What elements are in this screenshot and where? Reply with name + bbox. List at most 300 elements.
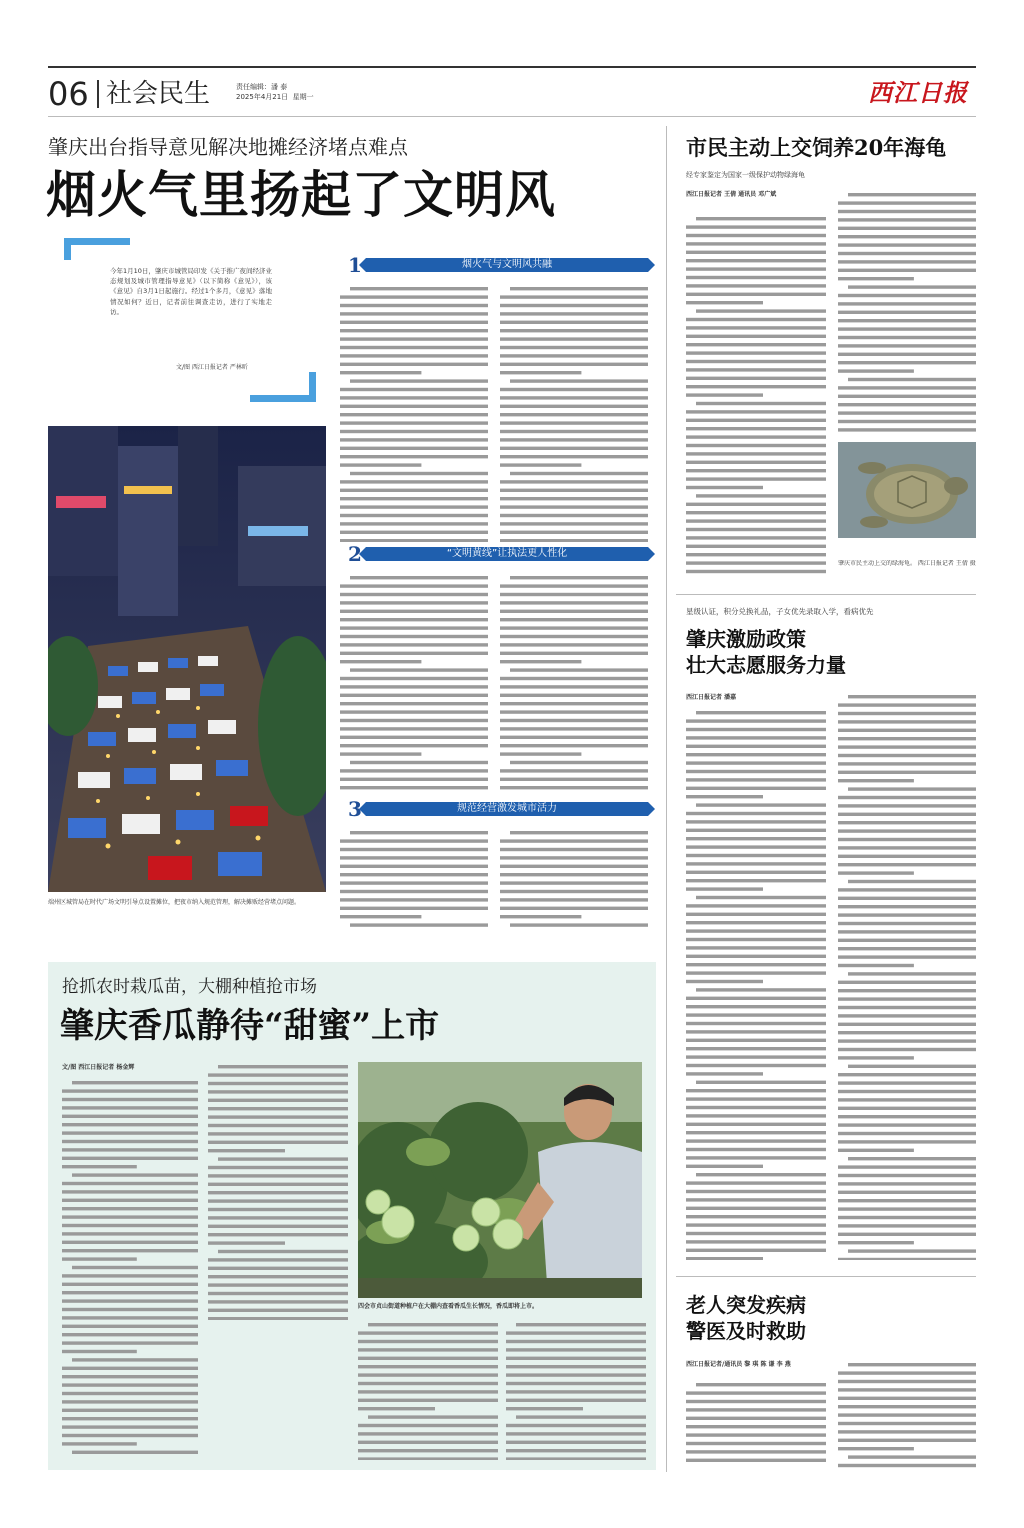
text-line [838, 1191, 976, 1194]
text-line [686, 879, 826, 882]
melon-text-col3 [358, 1320, 498, 1460]
text-line [340, 505, 488, 508]
text-line [62, 1291, 198, 1294]
text-line [686, 1131, 826, 1134]
lead-text-s2-col2 [500, 573, 648, 791]
text-line [368, 1323, 498, 1326]
text-line [208, 1300, 348, 1303]
text-line [218, 1250, 348, 1253]
text-line [72, 1081, 198, 1084]
text-line [510, 923, 648, 926]
text-line [686, 545, 826, 548]
text-line [686, 1400, 826, 1403]
text-line [62, 1115, 198, 1118]
text-line [686, 812, 826, 815]
text-line [62, 1367, 198, 1370]
text-line [838, 1149, 914, 1152]
text-line [340, 321, 488, 324]
text-line [838, 227, 976, 230]
text-line [686, 1139, 826, 1142]
lead-intro: 今年1月10日，肇庆市城管局印发《关于推广夜间经济业态规划及城市管理指导意见》（以下简称《意见》），该《意见》自3月1日起施行。经过1个多月，《意见》落地情况如何？近日，记者前往调查走访，进行了实地走访。 [110, 267, 272, 316]
text-line [848, 378, 976, 381]
text-line [510, 761, 648, 764]
melon-text-col1 [62, 1078, 198, 1460]
text-line [696, 711, 826, 714]
lead-kicker: 肇庆出台指导意见解决地摊经济堵点难点 [48, 135, 408, 159]
text-line [340, 660, 421, 663]
text-line [838, 344, 976, 347]
text-line [686, 1425, 826, 1428]
text-line [686, 1408, 826, 1411]
lead-text-s3-col1 [340, 828, 488, 928]
text-line [838, 729, 976, 732]
text-line [696, 988, 826, 991]
text-line [358, 1365, 498, 1368]
text-line [510, 576, 648, 579]
text-line [686, 1450, 826, 1453]
text-line [686, 351, 826, 354]
text-line [506, 1382, 646, 1385]
text-line [500, 522, 648, 525]
text-line [358, 1357, 498, 1360]
text-line [686, 963, 826, 966]
text-line [340, 685, 488, 688]
text-line [838, 403, 976, 406]
text-line [340, 839, 488, 842]
text-line [696, 494, 826, 497]
text-line [686, 1055, 826, 1058]
text-line [500, 677, 648, 680]
text-line [838, 411, 976, 414]
text-line [62, 1283, 198, 1286]
text-line [500, 881, 648, 884]
text-line [208, 1208, 348, 1211]
text-line [340, 463, 421, 466]
text-line [838, 1023, 976, 1026]
elderly-text-col1 [686, 1380, 826, 1468]
text-line [208, 1174, 348, 1177]
text-line [340, 915, 421, 918]
text-line [500, 438, 648, 441]
text-line [500, 898, 648, 901]
text-line [500, 856, 648, 859]
text-line [62, 1157, 198, 1160]
text-line [838, 1014, 976, 1017]
text-line [686, 1047, 826, 1050]
text-line [340, 480, 488, 483]
text-line [340, 421, 488, 424]
text-line [500, 430, 648, 433]
text-line [340, 890, 488, 893]
text-line [506, 1357, 646, 1360]
text-line [696, 803, 826, 806]
text-line [686, 795, 763, 798]
text-line [62, 1249, 198, 1252]
text-line [838, 1397, 976, 1400]
text-line [848, 193, 976, 196]
text-line [838, 762, 976, 765]
text-line [500, 304, 648, 307]
text-line [62, 1350, 137, 1353]
text-line [838, 888, 976, 891]
text-line [848, 1249, 976, 1252]
text-line [500, 455, 648, 458]
text-line [686, 1207, 826, 1210]
text-line [340, 304, 488, 307]
subhead-1-number: 1 [348, 253, 362, 277]
text-line [62, 1106, 198, 1109]
text-line [500, 539, 648, 542]
text-line [838, 1174, 976, 1177]
text-line [340, 626, 488, 629]
text-line [838, 269, 976, 272]
text-line [500, 610, 648, 613]
text-line [340, 295, 488, 298]
body-text-lines [686, 708, 826, 1260]
text-line [62, 1425, 198, 1428]
text-line [686, 921, 826, 924]
text-line [506, 1373, 646, 1376]
text-line [500, 447, 648, 450]
text-line [500, 354, 648, 357]
text-line [500, 652, 648, 655]
night-market-illustration [48, 426, 326, 892]
text-line [686, 745, 826, 748]
text-line [686, 293, 826, 296]
text-line [838, 1056, 914, 1059]
text-line [838, 395, 976, 398]
text-line [340, 312, 488, 315]
text-line [838, 1132, 976, 1135]
text-line [500, 915, 581, 918]
text-line [506, 1399, 646, 1402]
text-line [500, 769, 648, 772]
text-line [686, 1089, 826, 1092]
text-line [62, 1333, 198, 1336]
text-line [340, 455, 488, 458]
text-line [340, 848, 488, 851]
text-line [500, 584, 648, 587]
text-line [62, 1316, 198, 1319]
subhead-1-label: 烟火气与文明风共融 [366, 258, 648, 272]
text-line [340, 865, 488, 868]
turtle-caption: 肇庆市民主动上交的绿海龟。 西江日报记者 王倩 摄 [838, 560, 976, 567]
text-line [686, 1097, 826, 1100]
text-line [340, 786, 488, 789]
text-line [696, 309, 826, 312]
right-column-divider [666, 126, 667, 1472]
text-line [838, 838, 976, 841]
text-line [838, 745, 976, 748]
body-text-lines [62, 1078, 198, 1460]
text-line [500, 514, 648, 517]
text-line [686, 1005, 826, 1008]
text-line [208, 1225, 348, 1228]
text-line [838, 964, 914, 967]
text-line [686, 435, 826, 438]
text-line [686, 511, 826, 514]
text-line [62, 1442, 137, 1445]
text-line [500, 907, 648, 910]
text-line [838, 955, 976, 958]
text-line [500, 531, 648, 534]
text-line [686, 452, 826, 455]
text-line [208, 1132, 348, 1135]
text-line [506, 1365, 646, 1368]
text-line [62, 1182, 198, 1185]
text-line [838, 779, 914, 782]
text-line [686, 259, 826, 262]
text-line [838, 1439, 976, 1442]
text-line [62, 1341, 198, 1344]
lead-text-s1-col1 [340, 284, 488, 542]
text-line [838, 1241, 914, 1244]
text-line [62, 1089, 198, 1092]
text-line [62, 1131, 198, 1134]
text-line [686, 1156, 826, 1159]
text-line [686, 553, 826, 556]
text-line [686, 385, 826, 388]
text-line [340, 514, 488, 517]
text-line [838, 336, 976, 339]
text-line [686, 787, 826, 790]
text-line [686, 820, 826, 823]
text-line [500, 463, 581, 466]
text-line [62, 1400, 198, 1403]
text-line [686, 1223, 826, 1226]
text-line [62, 1148, 198, 1151]
text-line [208, 1267, 348, 1270]
text-line [500, 865, 648, 868]
text-line [516, 1415, 646, 1418]
text-line [62, 1241, 198, 1244]
text-line [62, 1123, 198, 1126]
text-line [208, 1183, 348, 1186]
text-line [686, 301, 763, 304]
text-line [62, 1409, 198, 1412]
text-line [686, 360, 826, 363]
lead-text-s3-col2 [500, 828, 648, 928]
text-line [686, 444, 826, 447]
text-line [350, 923, 488, 926]
text-line [686, 1106, 826, 1109]
text-line [340, 363, 488, 366]
text-line [340, 652, 488, 655]
text-line [500, 497, 648, 500]
text-line [208, 1309, 348, 1312]
turtle-title: 市民主动上交饲养20年海龟 [686, 135, 947, 160]
elderly-title-line2: 警医及时救助 [686, 1319, 806, 1343]
text-line [340, 610, 488, 613]
text-line [358, 1382, 498, 1385]
elderly-byline: 西江日报记者/通讯员 黎 琪 陈 谦 李 燕 [686, 1361, 791, 1368]
text-line [838, 1224, 976, 1227]
text-line [506, 1407, 583, 1410]
text-line [340, 522, 488, 525]
text-line [686, 326, 826, 329]
subhead-2-number: 2 [348, 542, 362, 566]
text-line [838, 871, 914, 874]
text-line [838, 981, 976, 984]
text-line [340, 856, 488, 859]
text-line [62, 1392, 198, 1395]
text-line [686, 267, 826, 270]
text-line [500, 396, 648, 399]
text-line [350, 472, 488, 475]
text-line [500, 480, 648, 483]
text-line [838, 1039, 976, 1042]
text-line [686, 461, 826, 464]
text-line [686, 761, 826, 764]
text-line [838, 821, 976, 824]
volunteer-text-col1 [686, 708, 826, 1260]
editor-line: 责任编辑：潘 泰 [236, 83, 288, 91]
melon-text-col2 [208, 1062, 348, 1320]
text-line [838, 1380, 976, 1383]
text-line [686, 997, 826, 1000]
text-line [340, 396, 488, 399]
text-line [340, 601, 488, 604]
text-line [350, 576, 488, 579]
melon-kicker: 抢抓农时栽瓜苗，大棚种植抢市场 [62, 977, 317, 997]
text-line [500, 643, 648, 646]
text-line [686, 469, 826, 472]
text-line [340, 337, 488, 340]
text-line [686, 570, 826, 573]
text-line [838, 922, 976, 925]
text-line [62, 1299, 198, 1302]
body-text-lines [500, 828, 648, 928]
text-line [62, 1215, 198, 1218]
text-line [686, 225, 826, 228]
text-line [500, 635, 648, 638]
text-line [500, 626, 648, 629]
text-line [340, 752, 421, 755]
subhead-1 [348, 253, 648, 277]
text-line [686, 318, 826, 321]
text-line [500, 685, 648, 688]
text-line [358, 1331, 498, 1334]
text-line [838, 1090, 976, 1093]
text-line [838, 302, 976, 305]
volunteer-byline: 西江日报记者 潘嘉 [686, 694, 737, 701]
text-line [72, 1266, 198, 1269]
text-line [500, 329, 648, 332]
text-line [838, 1413, 976, 1416]
text-line [838, 1107, 976, 1110]
text-line [500, 839, 648, 842]
text-line [686, 1165, 763, 1168]
text-line [686, 343, 826, 346]
text-line [340, 430, 488, 433]
text-line [838, 1098, 976, 1101]
text-line [696, 1081, 826, 1084]
text-line [838, 1031, 976, 1034]
text-line [340, 769, 488, 772]
intro-bracket-bottom-right [250, 372, 316, 402]
text-line [686, 528, 826, 531]
body-text-lines [500, 284, 648, 542]
text-line [506, 1331, 646, 1334]
text-line [686, 837, 826, 840]
text-line [686, 913, 826, 916]
text-line [838, 1165, 976, 1168]
text-line [358, 1432, 498, 1435]
text-line [350, 668, 488, 671]
text-line [500, 371, 581, 374]
text-line [838, 1073, 976, 1076]
text-line [208, 1115, 348, 1118]
text-line [838, 369, 914, 372]
text-line [838, 277, 914, 280]
text-line [838, 720, 976, 723]
text-line [686, 1198, 826, 1201]
text-line [686, 1039, 826, 1042]
text-line [500, 601, 648, 604]
text-line [838, 210, 976, 213]
text-line [686, 427, 826, 430]
text-line [340, 907, 488, 910]
text-line [838, 1123, 976, 1126]
text-line [686, 536, 826, 539]
text-line [686, 503, 826, 506]
elderly-title-line1: 老人突发疾病 [686, 1293, 806, 1317]
text-line [686, 284, 826, 287]
text-line [500, 890, 648, 893]
text-line [340, 438, 488, 441]
text-line [838, 260, 976, 263]
text-line [500, 660, 581, 663]
text-line [686, 871, 826, 874]
text-line [848, 695, 976, 698]
text-line [686, 1114, 826, 1117]
text-line [838, 897, 976, 900]
text-line [838, 1422, 976, 1425]
text-line [686, 778, 826, 781]
text-line [208, 1191, 348, 1194]
body-text-lines [686, 1380, 826, 1468]
text-line [838, 428, 976, 431]
text-line [340, 593, 488, 596]
text-line [340, 497, 488, 500]
text-line [838, 353, 976, 356]
text-line [848, 1157, 976, 1160]
text-line [340, 643, 488, 646]
text-line [208, 1166, 348, 1169]
text-line [838, 1447, 914, 1450]
text-line [838, 319, 976, 322]
melon-title: 肇庆香瓜静待“甜蜜”上市 [60, 1006, 440, 1046]
text-line [208, 1090, 348, 1093]
text-line [340, 413, 488, 416]
text-line [686, 1148, 826, 1151]
turtle-subtitle: 经专家鉴定为国家一级保护动物绿海龟 [686, 171, 805, 179]
text-line [686, 955, 826, 958]
text-line [62, 1375, 198, 1378]
text-line [686, 477, 826, 480]
volunteer-text-col2 [838, 692, 976, 1260]
text-line [686, 1459, 826, 1462]
text-line [838, 846, 976, 849]
text-line [340, 778, 488, 781]
text-line [838, 913, 976, 916]
text-line [500, 752, 581, 755]
text-line [62, 1232, 198, 1235]
text-line [350, 287, 488, 290]
text-line [686, 1240, 826, 1243]
body-text-lines [340, 573, 488, 791]
text-line [340, 371, 421, 374]
